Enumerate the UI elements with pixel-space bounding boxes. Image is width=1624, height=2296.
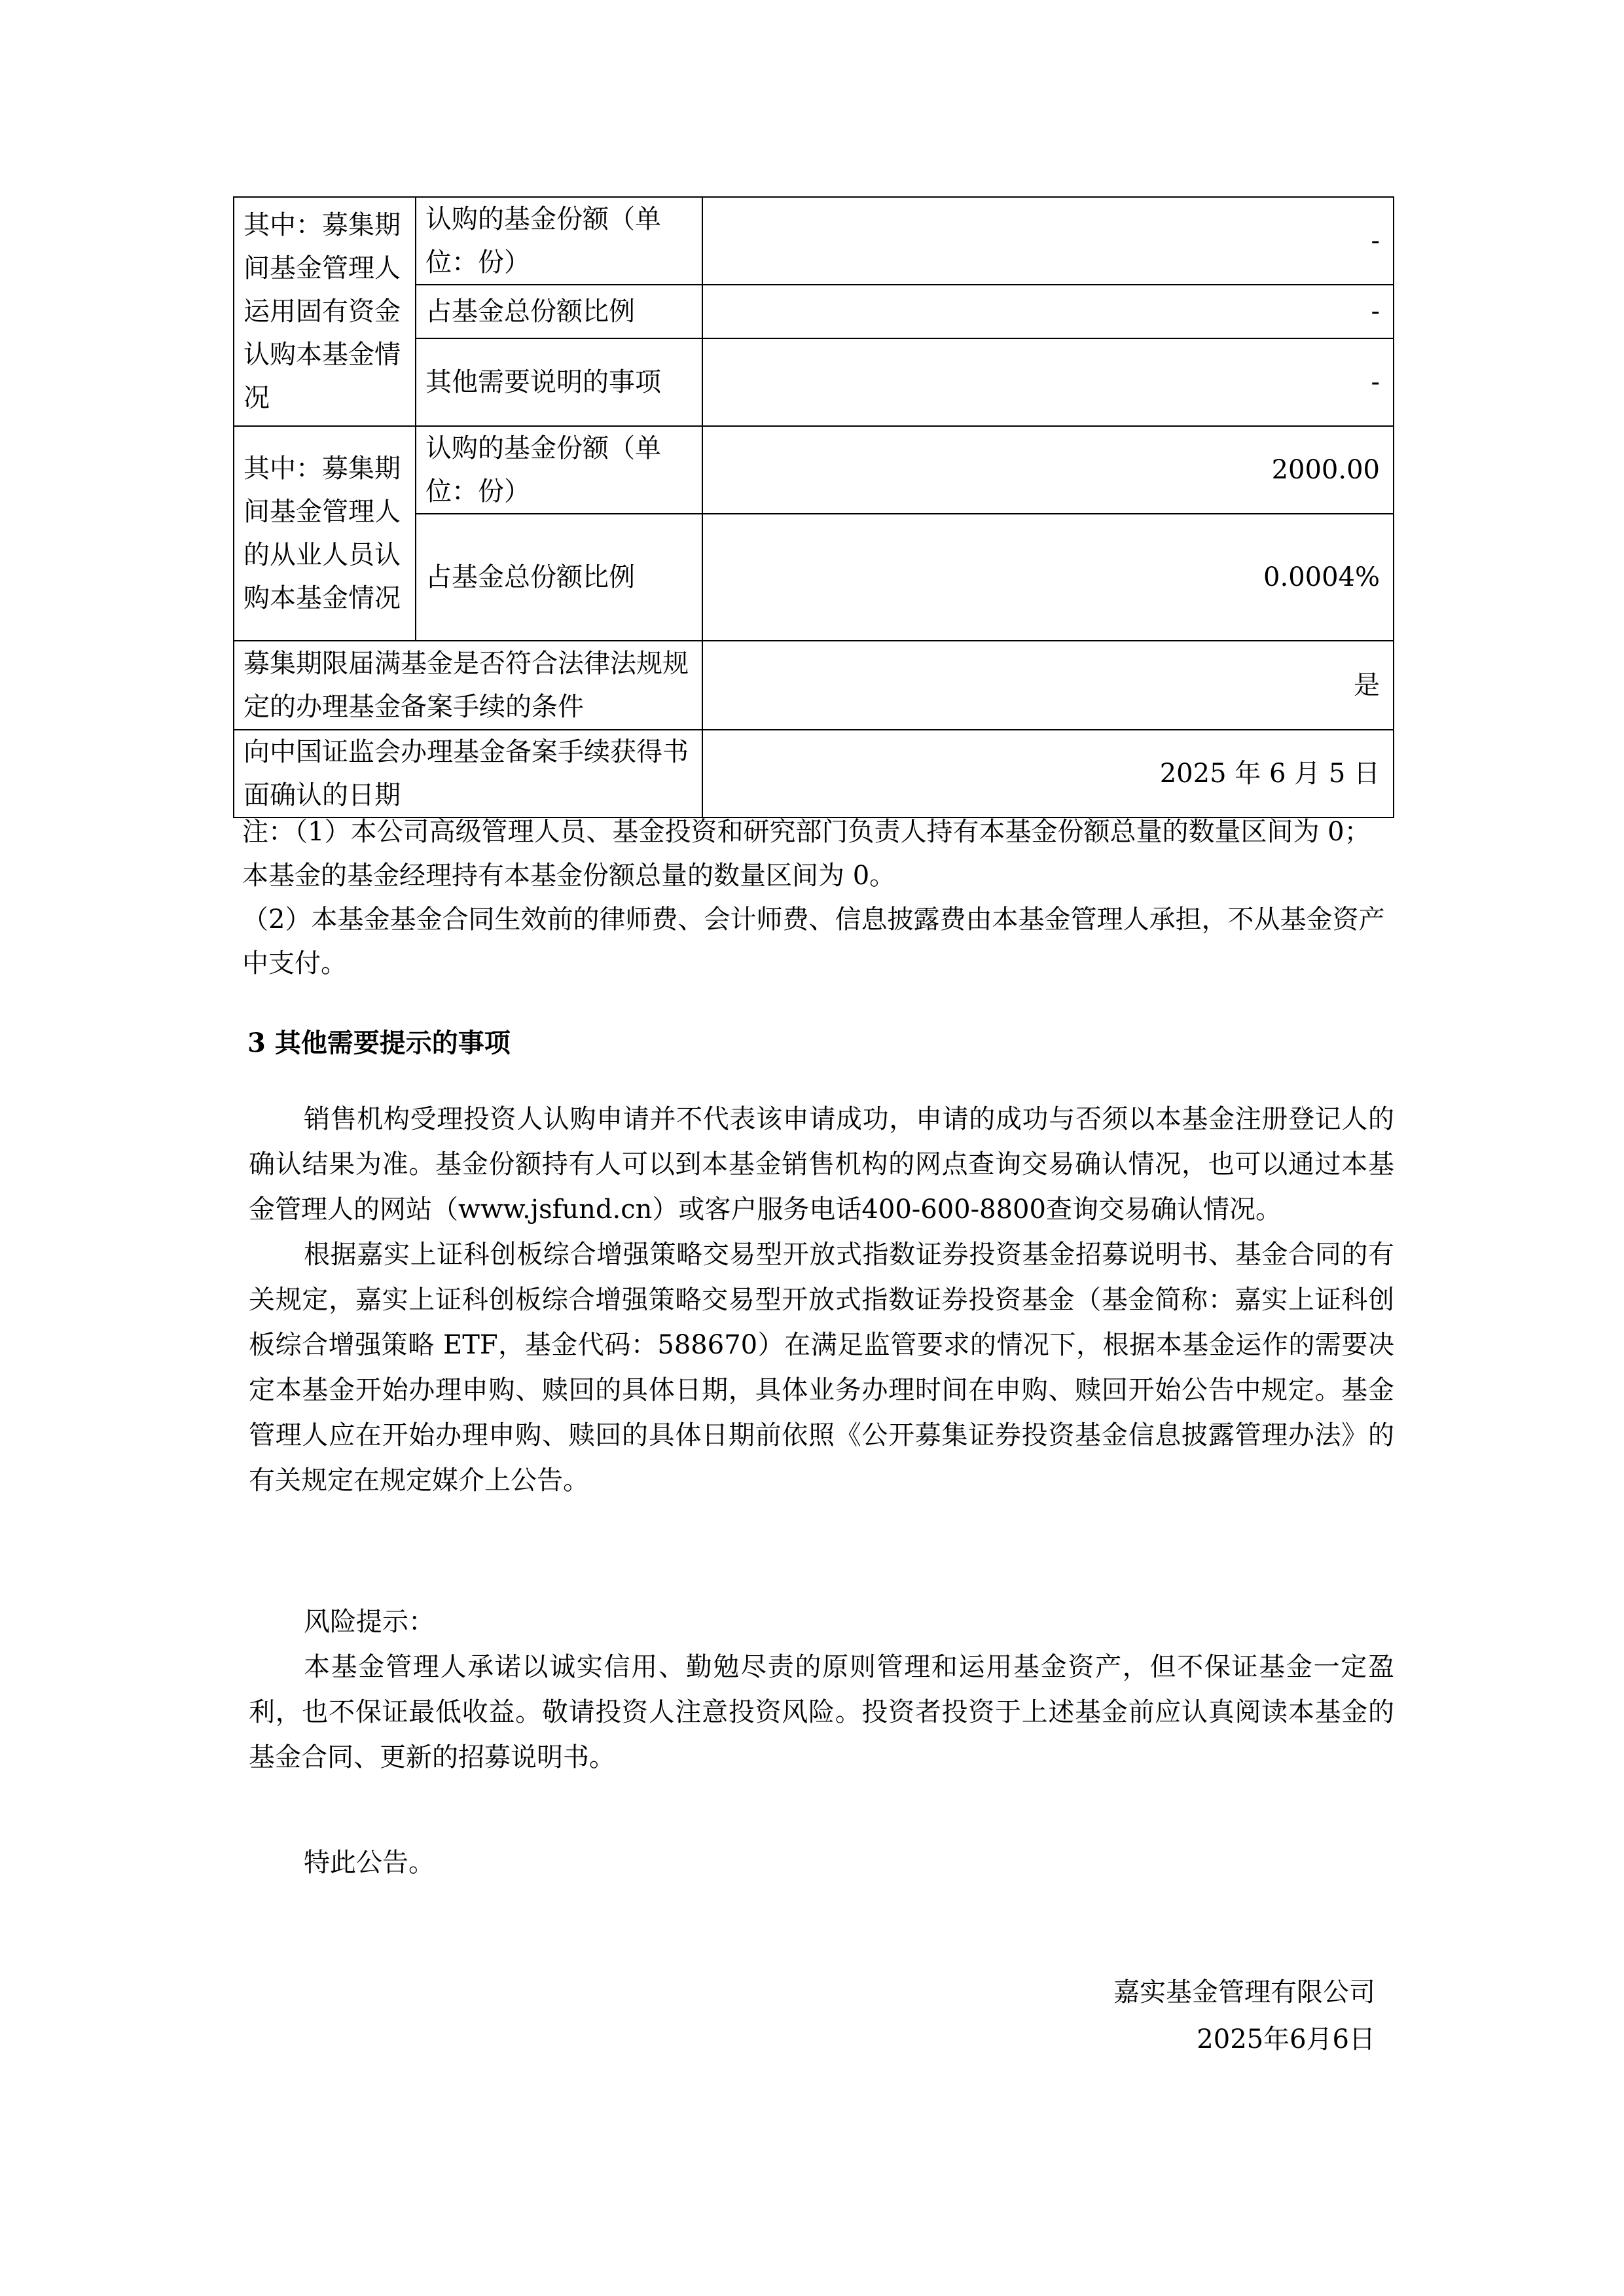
risk-text: 本基金管理人承诺以诚实信用、勤勉尽责的原则管理和运用基金资产，但不保证基金一定盈利，也不保证最低收益。敬请投资人注意投资风险。投资者投资于上述基金前应认真阅读本基金的基金合同、更新的招募说明书。 — [249, 1652, 1394, 1772]
row-label: 募集期限届满基金是否符合法律法规规定的办理基金备案手续的条件 — [234, 641, 702, 730]
group-label: 其中：募集期间基金管理人的从业人员认购本基金情况 — [234, 426, 416, 641]
body-paragraph-1: 销售机构受理投资人认购申请并不代表该申请成功，申请的成功与否须以本基金注册登记人的确认结果为准。基金份额持有人可以到本基金销售机构的网点查询交易确认情况，也可以通过本基金管理人的网站（www.jsfund.cn）或客户服务电话400-600-8800查询交易确认情况。 — [249, 1104, 1394, 1225]
row-label: 向中国证监会办理基金备案手续获得书面确认的日期 — [234, 730, 702, 817]
note-1: 注：（1）本公司高级管理人员、基金投资和研究部门负责人持有本基金份额总量的数量区间为 0；本基金的基金经理持有本基金份额总量的数量区间为 0。 — [242, 817, 1371, 891]
row-item: 其他需要说明的事项 — [416, 338, 702, 426]
closing-section — [249, 1840, 1394, 1886]
row-item: 占基金总份额比例 — [416, 285, 702, 338]
signature-company: 嘉实基金管理有限公司 — [1113, 1977, 1375, 2007]
table-row — [234, 197, 1394, 285]
row-value: 0.0004% — [702, 514, 1394, 641]
signature-date: 2025年6月6日 — [1197, 2024, 1375, 2054]
table-row — [234, 426, 1394, 514]
row-value: - — [702, 285, 1394, 338]
fund-info-table — [233, 196, 1394, 818]
closing-text: 特此公告。 — [304, 1848, 435, 1878]
row-item: 占基金总份额比例 — [416, 514, 702, 641]
table-row — [234, 730, 1394, 817]
body-paragraph-2: 根据嘉实上证科创板综合增强策略交易型开放式指数证券投资基金招募说明书、基金合同的有关规定，嘉实上证科创板综合增强策略交易型开放式指数证券投资基金（基金简称：嘉实上证科创板综合增强策略 ETF，基金代码：588670）在满足监管要求的情况下，根据本基金运作的需要决定本基金开始办理申购、赎回的具体日期，具体业务办理时间在申购、赎回开始公告中规定。基金管理人应在开始办理申购、赎回的具体日期前依照《公开募集证券投资基金信息披露管理办法》的有关规定在规定媒介上公告。 — [249, 1240, 1394, 1496]
row-value: - — [702, 338, 1394, 426]
table-notes — [242, 810, 1396, 986]
risk-title: 风险提示： — [304, 1607, 435, 1637]
row-value: - — [702, 197, 1394, 285]
section-heading: 3 其他需要提示的事项 — [247, 1028, 511, 1058]
table-row — [234, 641, 1394, 730]
row-value: 是 — [702, 641, 1394, 730]
body-section — [249, 1097, 1394, 1503]
row-value: 2025 年 6 月 5 日 — [702, 730, 1394, 817]
row-value: 2000.00 — [702, 426, 1394, 514]
row-item: 认购的基金份额（单位：份） — [416, 426, 702, 514]
note-2: （2）本基金基金合同生效前的律师费、会计师费、信息披露费由本基金管理人承担，不从基金资产中支付。 — [242, 905, 1385, 978]
signature-block — [1113, 1969, 1375, 2063]
group-label: 其中：募集期间基金管理人运用固有资金认购本基金情况 — [234, 197, 416, 426]
row-item: 认购的基金份额（单位：份） — [416, 197, 702, 285]
risk-section — [249, 1600, 1394, 1780]
